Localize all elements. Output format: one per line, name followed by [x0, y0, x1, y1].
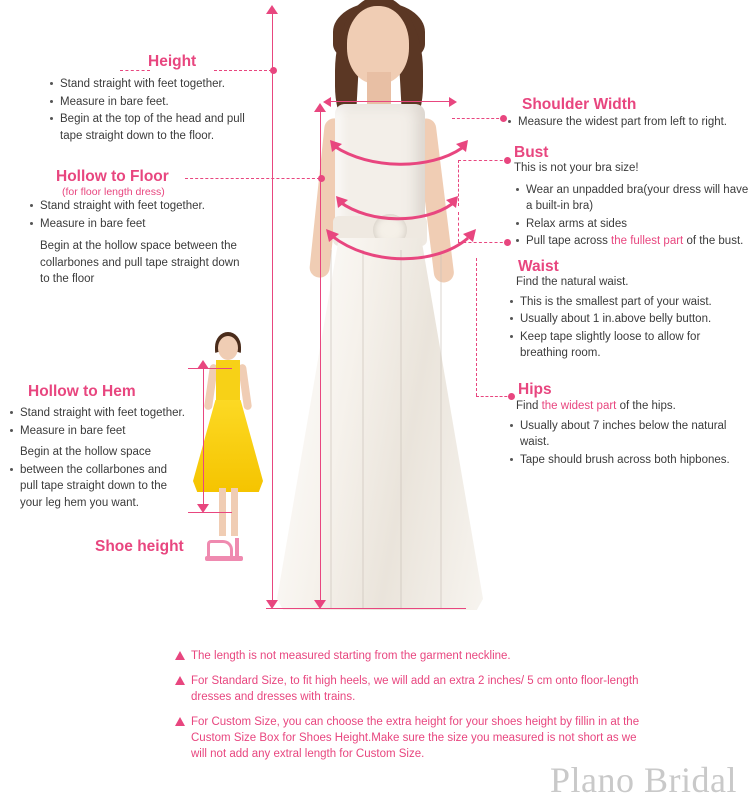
hips-text: [508, 398, 746, 469]
hollow-to-hem-bullet-2: Measure in bare feet: [8, 423, 188, 440]
hollow-to-floor-sublabel: (for floor length dress): [62, 186, 165, 198]
warning-triangle-icon: [175, 651, 185, 660]
hips-label: Hips: [518, 381, 552, 398]
height-label-dash-left: [120, 70, 150, 71]
brand-watermark: Plano Bridal: [550, 760, 737, 800]
shoulder-width-arrow-left: [323, 97, 331, 107]
hollow-to-hem-bottom-tick: [188, 512, 232, 513]
hollow-to-hem-measure-line: [203, 368, 204, 510]
footer-note-2-text: For Standard Size, to fit high heels, we will add an extra 2 inches/ 5 cm onto floor-length dresses and dresses with trains.: [191, 675, 639, 703]
hips-bullet-1: Usually about 7 inches below the natural waist.: [508, 418, 746, 451]
bust-lead: This is not your bra size!: [514, 162, 639, 174]
shoulder-width-bullet-1: Measure the widest part from left to right.: [506, 114, 746, 131]
hollow-to-hem-bullet-1: Stand straight with feet together.: [8, 405, 188, 422]
hollow-to-floor-bullet-2: Measure in bare feet: [28, 216, 240, 233]
mini-model-bodice: [216, 360, 240, 402]
hips-measure-curve: [326, 228, 476, 270]
waist-bullet-2: Usually about 1 in.above belly button.: [508, 311, 744, 328]
height-leader-line: [214, 70, 272, 71]
shoe-icon: [205, 532, 245, 562]
height-measure-line: [272, 14, 273, 606]
hips-leader-vline: [476, 258, 477, 396]
hips-highlight: the widest part: [541, 400, 617, 412]
height-arrow-top: [266, 5, 278, 14]
hollow-to-hem-label: Hollow to Hem: [28, 383, 136, 400]
hips-leader-line: [476, 396, 512, 397]
shoulder-width-bullets: [506, 114, 746, 132]
hips-bullet-2: Tape should brush across both hipbones.: [508, 452, 746, 469]
hollow-to-floor-bullet-3: Begin at the hollow space between the collarbones and pull tape straight down to the floor: [40, 240, 240, 285]
footer-note-1: [175, 648, 645, 664]
height-bullet-3: Begin at the top of the head and pull tape straight down to the floor.: [48, 111, 253, 144]
hollow-to-floor-measure-line: [320, 112, 321, 606]
mini-model-right-leg: [231, 488, 238, 536]
skirt-fold-1: [330, 250, 332, 608]
floor-base-line: [266, 608, 466, 609]
waist-label: Waist: [518, 258, 559, 275]
mini-model-head: [218, 336, 238, 360]
shoulder-width-arrow-right: [449, 97, 457, 107]
shoe-heel: [235, 538, 239, 558]
footer-note-3: [175, 714, 645, 762]
hollow-floor-leader-line: [185, 178, 320, 179]
waist-bullet-1: This is the smallest part of your waist.: [508, 294, 744, 311]
waist-bullet-3: Keep tape slightly loose to allow for breathing room.: [508, 329, 744, 362]
hollow-to-hem-bullets: [8, 405, 188, 512]
hips-lead: Find the widest part of the hips.: [516, 400, 676, 412]
height-bullets: [48, 76, 253, 145]
footer-notes: [175, 648, 645, 771]
warning-triangle-icon: [175, 717, 185, 726]
bride-model-illustration: [255, 0, 505, 620]
height-bullet-2: Measure in bare feet.: [48, 94, 253, 111]
shoe-height-label: Shoe height: [95, 538, 184, 555]
warning-triangle-icon: [175, 676, 185, 685]
waist-text: [508, 274, 744, 363]
hollow-to-hem-top-tick: [188, 368, 232, 369]
hollow-to-hem-bullet-3: Begin at the hollow space: [20, 446, 152, 458]
shoulder-width-measure-line: [330, 101, 450, 102]
bust-leader-vline: [458, 160, 459, 206]
footer-note-2: [175, 673, 645, 705]
shoe-sole: [205, 556, 243, 561]
hollow-to-hem-bullet-4: between the collarbones and pull tape straight down to the your leg hem you want.: [8, 462, 188, 512]
height-label: Height: [148, 53, 197, 70]
skirt-fold-2: [362, 250, 364, 608]
footer-note-3-text: For Custom Size, you can choose the extra height for your shoes height by fillin in at the Custom Size Box for Shoes Height.Make sure the size you measured is not short as we will not add any extral length for Custom Size.: [191, 716, 640, 760]
footer-note-1-text: The length is not measured starting from the garment neckline.: [191, 650, 511, 662]
height-bullet-1: Stand straight with feet together.: [48, 76, 253, 93]
model-skirt: [277, 238, 483, 610]
waist-leader-line: [458, 242, 508, 243]
hollow-floor-leader-dot: [318, 175, 325, 182]
waist-lead: Find the natural waist.: [516, 276, 629, 288]
bust-leader-line: [458, 160, 508, 161]
height-leader-dot: [270, 67, 277, 74]
skirt-fold-4: [440, 250, 442, 608]
bust-highlight: the fullest part: [611, 235, 684, 247]
hollow-to-floor-bullet-1: Stand straight with feet together.: [28, 198, 240, 215]
bust-bullet-1: Wear an unpadded bra(your dress will have a built-in bra): [514, 182, 750, 215]
bust-measure-curve: [330, 140, 470, 176]
bust-leader-dot: [504, 157, 511, 164]
hollow-to-floor-bullets: [28, 198, 240, 289]
bust-bullet-2: Relax arms at sides: [514, 216, 750, 233]
bust-bullet-3: Pull tape across the fullest part of the bust.: [514, 233, 750, 250]
waist-leader-dot: [504, 239, 511, 246]
waist-measure-curve: [336, 196, 458, 230]
skirt-fold-3: [400, 250, 402, 608]
shoulder-leader-line: [452, 118, 504, 119]
shoulder-width-label: Shoulder Width: [522, 96, 637, 113]
bust-text: [514, 160, 750, 251]
bust-label: Bust: [514, 144, 549, 161]
hollow-to-floor-label: Hollow to Floor: [56, 168, 169, 185]
waist-leader-vline: [458, 212, 459, 242]
